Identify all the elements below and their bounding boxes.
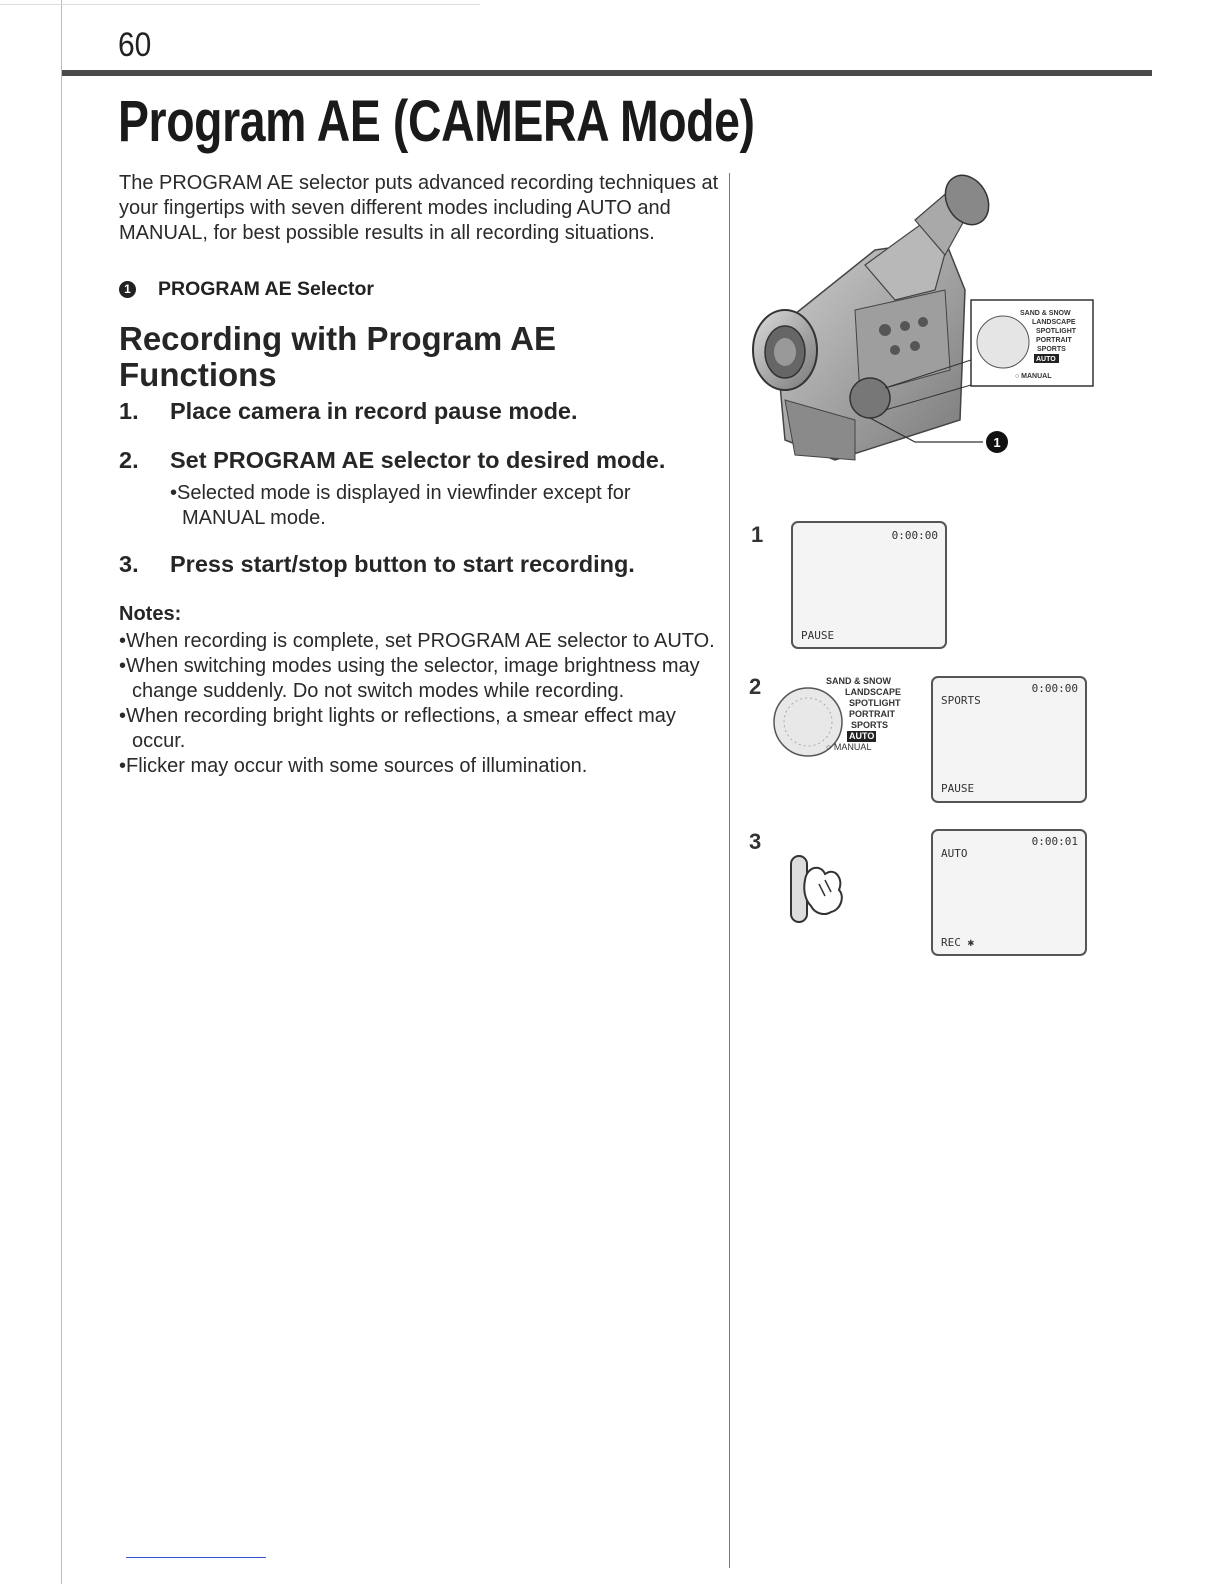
dial-mode-portrait: PORTRAIT: [849, 709, 895, 719]
step-number: 2.: [119, 447, 139, 473]
scan-edge: [0, 4, 480, 5]
inset-mode-landscape: LANDSCAPE: [1032, 319, 1076, 326]
inset-mode-sand-snow: SAND & SNOW: [1020, 310, 1071, 317]
note-item: •When recording is complete, set PROGRAM AE selector to AUTO.: [119, 630, 715, 652]
step-text: Place camera in record pause mode.: [170, 398, 578, 424]
camcorder-illustration: [745, 170, 1105, 470]
viewfinder-2: [931, 676, 1087, 803]
column-divider: [729, 173, 730, 1568]
figure-3-number: 3: [749, 829, 762, 854]
page-edge: [61, 0, 62, 1584]
step-3: [119, 551, 635, 578]
callout-number-icon: 1: [119, 281, 136, 298]
dial-mode-auto: AUTO: [849, 731, 875, 741]
step-1: [119, 398, 578, 425]
dial-mode-sand-snow: SAND & SNOW: [826, 676, 891, 686]
viewfinder-3-timecode: 0:00:01: [1031, 835, 1078, 848]
step-number: 1.: [119, 398, 139, 424]
note-item: •Flicker may occur with some sources of illumination.: [119, 755, 588, 777]
viewfinder-2-timecode: 0:00:00: [1031, 682, 1078, 695]
viewfinder-3: [931, 829, 1087, 956]
viewfinder-1-status: PAUSE: [801, 629, 835, 642]
dial-mode-manual: ○ MANUAL: [826, 742, 872, 752]
inset-mode-manual: ○ MANUAL: [1015, 373, 1052, 380]
figure-2-number: 2: [749, 674, 762, 699]
step-number: 3.: [119, 551, 139, 577]
selector-reference: [119, 278, 374, 301]
header-rule: [62, 70, 1152, 76]
notes-list: [119, 629, 719, 779]
inset-mode-auto: AUTO: [1036, 356, 1056, 363]
dial-mode-spotlight: SPOTLIGHT: [849, 698, 901, 708]
note-item: •When switching modes using the selector, image brightness may change suddenly. Do not switch modes while recording.: [119, 655, 700, 702]
inset-mode-portrait: PORTRAIT: [1036, 337, 1072, 344]
step-2: [119, 447, 665, 474]
viewfinder-2-status: PAUSE: [941, 782, 975, 795]
viewfinder-2-mode: SPORTS: [941, 694, 981, 707]
notes-heading: Notes:: [119, 603, 182, 625]
step-2-note-line2: MANUAL mode.: [182, 507, 326, 529]
section-heading-line2: Functions: [119, 356, 277, 393]
inset-mode-sports: SPORTS: [1037, 346, 1066, 353]
callout-number: 1: [993, 435, 1001, 450]
page-number: 60: [118, 26, 152, 64]
viewfinder-1-timecode: 0:00:00: [891, 529, 938, 542]
dial-mode-landscape: LANDSCAPE: [845, 687, 902, 697]
step-text: Press start/stop button to start recording.: [170, 551, 635, 577]
viewfinder-3-status: REC ✱: [941, 936, 975, 949]
inset-mode-spotlight: SPOTLIGHT: [1036, 328, 1077, 335]
viewfinder-3-mode: AUTO: [941, 847, 968, 860]
selector-reference-label: PROGRAM AE Selector: [158, 278, 374, 300]
section-heading: [119, 321, 556, 393]
footer-line: [126, 1557, 266, 1558]
note-item: •When recording bright lights or reflections, a smear effect may occur.: [119, 705, 676, 752]
step-text: Set PROGRAM AE selector to desired mode.: [170, 447, 666, 473]
section-heading-line1: Recording with Program AE: [119, 320, 556, 357]
dial-mode-sports: SPORTS: [851, 720, 889, 730]
step-2-note: [170, 481, 690, 531]
viewfinder-1: [791, 521, 947, 649]
dial-mode-list: [826, 676, 901, 753]
step-2-note-line1: •Selected mode is displayed in viewfinder except for: [170, 482, 631, 504]
figure-1-number: 1: [751, 522, 764, 547]
intro-paragraph: The PROGRAM AE selector puts advanced recording techniques at your fingertips with seven different modes including AUTO and MANUAL, for best possible results in all recording situations.: [119, 172, 719, 244]
press-button-hand-icon: [785, 850, 855, 930]
page-title: Program AE (CAMERA Mode): [118, 89, 755, 154]
